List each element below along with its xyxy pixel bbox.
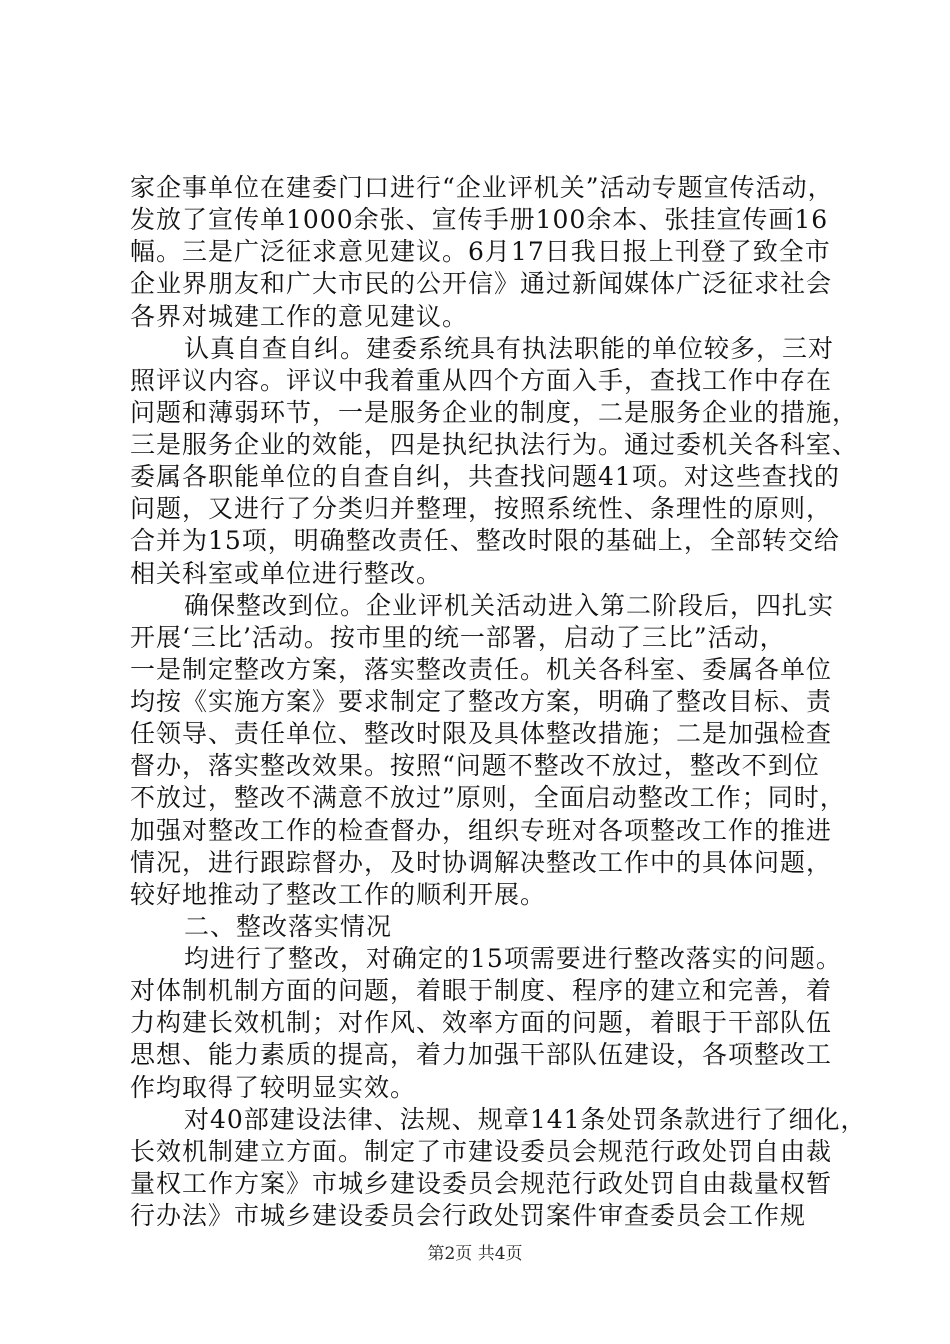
text-line: 各界对城建工作的意见建议。 xyxy=(130,302,469,331)
text-line: 力构建长效机制；对作风、效率方面的问题，着眼于干部队伍 xyxy=(130,1008,833,1037)
text-line: 督办，落实整改效果。按照“问题不整改不放过，整改不到位 xyxy=(130,751,820,780)
text-line: 问题，又进行了分类归并整理，按照系统性、条理性的原则， xyxy=(130,494,833,523)
text-line: 对40部建设法律、法规、规章141条处罚条款进行了细化， xyxy=(184,1105,867,1134)
text-line: 问题和薄弱环节，一是服务企业的制度，二是服务企业的措施， xyxy=(130,398,859,427)
page-number: 第2页 共4页 xyxy=(427,1244,523,1264)
text-line: 情况，进行跟踪督办，及时协调解决整改工作中的具体问题， xyxy=(130,848,833,877)
text-line: 均进行了整改，对确定的15项需要进行整改落实的问题。 xyxy=(184,944,842,973)
text-line: 一是制定整改方案，落实整改责任。机关各科室、委属各单位 xyxy=(130,655,833,684)
text-line: 均按《实施方案》要求制定了整改方案，明确了整改目标、责 xyxy=(130,687,833,716)
section-heading: 二、整改落实情况 xyxy=(184,912,393,941)
text-line: 作均取得了较明显实效。 xyxy=(130,1073,417,1102)
text-line: 思想、能力素质的提高，着力加强干部队伍建设，各项整改工 xyxy=(130,1040,833,1069)
text-line: 量权工作方案》市城乡建设委员会规范行政处罚自由裁量权暂 xyxy=(130,1169,833,1198)
text-line: 发放了宣传单1000余张、宣传手册100余本、张挂宣传画16 xyxy=(130,205,829,234)
text-line: 照评议内容。评议中我着重从四个方面入手，查找工作中存在 xyxy=(130,366,833,395)
text-line: 长效机制建立方面。制定了市建设委员会规范行政处罚自由裁 xyxy=(130,1137,833,1166)
text-line: 确保整改到位。企业评机关活动进入第二阶段后，四扎实 xyxy=(184,591,835,620)
text-line: 加强对整改工作的检查督办，组织专班对各项整改工作的推进 xyxy=(130,816,833,845)
text-line: 委属各职能单位的自查自纠，共查找问题41项。对这些查找的 xyxy=(130,462,840,491)
text-line: 企业界朋友和广大市民的公开信》通过新闻媒体广泛征求社会 xyxy=(130,269,833,298)
text-line: 相关科室或单位进行整改。 xyxy=(130,559,443,588)
text-line: 认真自查自纠。建委系统具有执法职能的单位较多，三对 xyxy=(184,334,835,363)
text-line: 合并为15项，明确整改责任、整改时限的基础上，全部转交给 xyxy=(130,526,840,555)
text-line: 任领导、责任单位、整改时限及具体整改措施；二是加强检查 xyxy=(130,719,833,748)
text-line: 开展‘三比’活动。按市里的统一部署，启动了三比”活动， xyxy=(130,623,786,652)
text-line: 幅。三是广泛征求意见建议。6月17日我日报上刊登了致全市 xyxy=(130,237,831,266)
text-line: 较好地推动了整改工作的顺利开展。 xyxy=(130,880,547,909)
text-line: 三是服务企业的效能，四是执纪执法行为。通过委机关各科室、 xyxy=(130,430,859,459)
text-line: 不放过，整改不满意不放过”原则，全面启动整改工作；同时， xyxy=(130,783,846,812)
text-line: 对体制机制方面的问题，着眼于制度、程序的建立和完善，着 xyxy=(130,976,833,1005)
text-line: 家企事单位在建委门口进行“企业评机关”活动专题宣传活动， xyxy=(130,173,834,202)
text-line: 行办法》市城乡建设委员会行政处罚案件审查委员会工作规 xyxy=(130,1201,807,1230)
